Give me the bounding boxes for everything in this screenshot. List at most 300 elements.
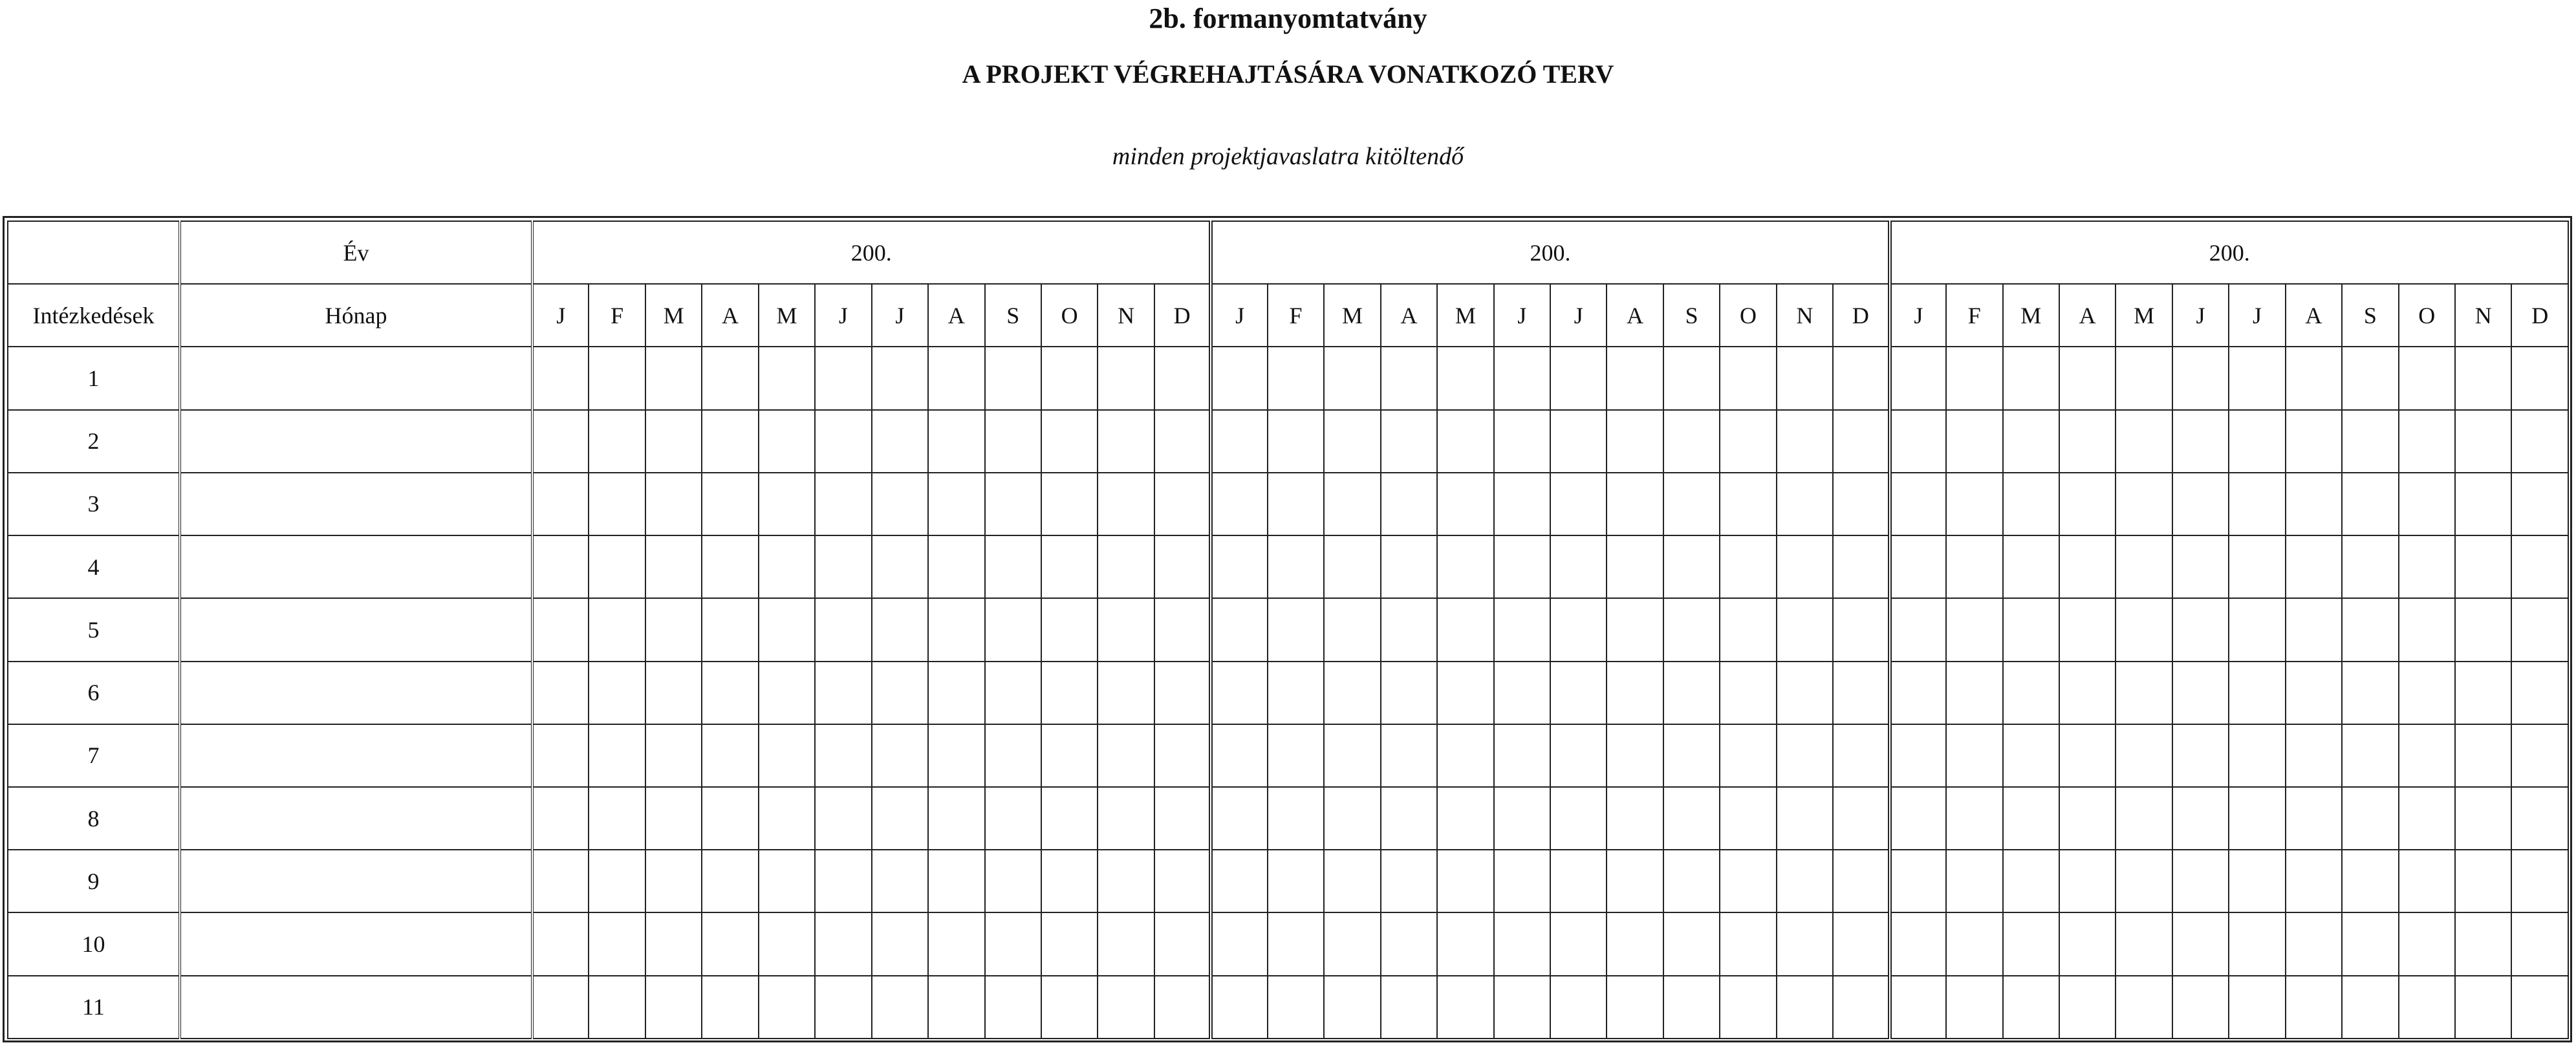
schedule-cell[interactable] bbox=[815, 912, 871, 975]
schedule-cell[interactable] bbox=[759, 850, 815, 912]
schedule-cell[interactable] bbox=[1041, 410, 1098, 473]
schedule-cell[interactable] bbox=[1268, 598, 1324, 661]
schedule-cell[interactable] bbox=[1720, 912, 1776, 975]
schedule-cell[interactable] bbox=[1607, 410, 1663, 473]
schedule-cell[interactable] bbox=[2229, 976, 2285, 1039]
schedule-cell[interactable] bbox=[1324, 662, 1380, 724]
schedule-cell[interactable] bbox=[1946, 662, 2002, 724]
schedule-cell[interactable] bbox=[1324, 976, 1380, 1039]
schedule-cell[interactable] bbox=[2286, 410, 2342, 473]
schedule-cell[interactable] bbox=[2003, 912, 2059, 975]
schedule-cell[interactable] bbox=[1550, 347, 1607, 409]
schedule-cell[interactable] bbox=[645, 473, 702, 535]
schedule-cell[interactable] bbox=[702, 787, 758, 850]
schedule-cell[interactable] bbox=[2342, 912, 2398, 975]
schedule-cell[interactable] bbox=[1098, 662, 1154, 724]
schedule-cell[interactable] bbox=[1154, 787, 1211, 850]
schedule-cell[interactable] bbox=[2399, 535, 2455, 598]
schedule-cell[interactable] bbox=[1890, 410, 1946, 473]
schedule-cell[interactable] bbox=[1211, 598, 1267, 661]
schedule-cell[interactable] bbox=[2286, 662, 2342, 724]
schedule-cell[interactable] bbox=[815, 850, 871, 912]
schedule-cell[interactable] bbox=[759, 662, 815, 724]
schedule-cell[interactable] bbox=[1041, 787, 1098, 850]
schedule-cell[interactable] bbox=[2059, 535, 2116, 598]
schedule-cell[interactable] bbox=[1268, 473, 1324, 535]
schedule-cell[interactable] bbox=[2286, 724, 2342, 787]
schedule-cell[interactable] bbox=[645, 912, 702, 975]
schedule-cell[interactable] bbox=[589, 912, 645, 975]
schedule-cell[interactable] bbox=[985, 535, 1041, 598]
schedule-cell[interactable] bbox=[872, 850, 928, 912]
schedule-cell[interactable] bbox=[1607, 473, 1663, 535]
schedule-cell[interactable] bbox=[1494, 535, 1550, 598]
schedule-cell[interactable] bbox=[1154, 724, 1211, 787]
schedule-cell[interactable] bbox=[2511, 473, 2568, 535]
schedule-cell[interactable] bbox=[1324, 724, 1380, 787]
schedule-cell[interactable] bbox=[1437, 598, 1493, 661]
schedule-cell[interactable] bbox=[2172, 787, 2229, 850]
schedule-cell[interactable] bbox=[1041, 976, 1098, 1039]
schedule-cell[interactable] bbox=[815, 662, 871, 724]
schedule-cell[interactable] bbox=[1890, 787, 1946, 850]
schedule-cell[interactable] bbox=[2003, 410, 2059, 473]
schedule-cell[interactable] bbox=[2229, 724, 2285, 787]
schedule-cell[interactable] bbox=[872, 976, 928, 1039]
schedule-cell[interactable] bbox=[1777, 787, 1833, 850]
schedule-cell[interactable] bbox=[1663, 662, 1720, 724]
schedule-cell[interactable] bbox=[589, 535, 645, 598]
schedule-cell[interactable] bbox=[1381, 662, 1437, 724]
measure-description-cell[interactable] bbox=[180, 347, 532, 409]
schedule-cell[interactable] bbox=[1777, 598, 1833, 661]
schedule-cell[interactable] bbox=[1437, 535, 1493, 598]
schedule-cell[interactable] bbox=[645, 410, 702, 473]
schedule-cell[interactable] bbox=[2342, 347, 2398, 409]
schedule-cell[interactable] bbox=[872, 724, 928, 787]
schedule-cell[interactable] bbox=[2399, 347, 2455, 409]
schedule-cell[interactable] bbox=[2003, 347, 2059, 409]
schedule-cell[interactable] bbox=[1720, 724, 1776, 787]
schedule-cell[interactable] bbox=[1098, 912, 1154, 975]
schedule-cell[interactable] bbox=[1946, 912, 2002, 975]
schedule-cell[interactable] bbox=[1607, 535, 1663, 598]
schedule-cell[interactable] bbox=[815, 598, 871, 661]
schedule-cell[interactable] bbox=[1268, 347, 1324, 409]
measure-description-cell[interactable] bbox=[180, 473, 532, 535]
schedule-cell[interactable] bbox=[1494, 347, 1550, 409]
schedule-cell[interactable] bbox=[1381, 850, 1437, 912]
schedule-cell[interactable] bbox=[1268, 535, 1324, 598]
schedule-cell[interactable] bbox=[2399, 410, 2455, 473]
schedule-cell[interactable] bbox=[1946, 598, 2002, 661]
measure-description-cell[interactable] bbox=[180, 662, 532, 724]
schedule-cell[interactable] bbox=[1211, 535, 1267, 598]
schedule-cell[interactable] bbox=[1777, 473, 1833, 535]
schedule-cell[interactable] bbox=[2059, 662, 2116, 724]
schedule-cell[interactable] bbox=[1550, 410, 1607, 473]
schedule-cell[interactable] bbox=[1154, 662, 1211, 724]
schedule-cell[interactable] bbox=[1494, 787, 1550, 850]
schedule-cell[interactable] bbox=[2059, 912, 2116, 975]
schedule-cell[interactable] bbox=[2286, 787, 2342, 850]
schedule-cell[interactable] bbox=[702, 912, 758, 975]
schedule-cell[interactable] bbox=[645, 598, 702, 661]
schedule-cell[interactable] bbox=[1494, 976, 1550, 1039]
schedule-cell[interactable] bbox=[645, 787, 702, 850]
schedule-cell[interactable] bbox=[2455, 473, 2511, 535]
schedule-cell[interactable] bbox=[1890, 912, 1946, 975]
schedule-cell[interactable] bbox=[1777, 535, 1833, 598]
schedule-cell[interactable] bbox=[1833, 787, 1889, 850]
schedule-cell[interactable] bbox=[2342, 724, 2398, 787]
schedule-cell[interactable] bbox=[2342, 410, 2398, 473]
schedule-cell[interactable] bbox=[2342, 662, 2398, 724]
schedule-cell[interactable] bbox=[1041, 662, 1098, 724]
measure-description-cell[interactable] bbox=[180, 787, 532, 850]
schedule-cell[interactable] bbox=[2511, 976, 2568, 1039]
schedule-cell[interactable] bbox=[1663, 598, 1720, 661]
schedule-cell[interactable] bbox=[1663, 724, 1720, 787]
schedule-cell[interactable] bbox=[1550, 662, 1607, 724]
schedule-cell[interactable] bbox=[1833, 410, 1889, 473]
schedule-cell[interactable] bbox=[1550, 598, 1607, 661]
schedule-cell[interactable] bbox=[1833, 347, 1889, 409]
schedule-cell[interactable] bbox=[2286, 473, 2342, 535]
schedule-cell[interactable] bbox=[2342, 976, 2398, 1039]
schedule-cell[interactable] bbox=[1437, 850, 1493, 912]
schedule-cell[interactable] bbox=[872, 473, 928, 535]
schedule-cell[interactable] bbox=[2286, 976, 2342, 1039]
schedule-cell[interactable] bbox=[1268, 912, 1324, 975]
schedule-cell[interactable] bbox=[1550, 976, 1607, 1039]
schedule-cell[interactable] bbox=[1890, 535, 1946, 598]
schedule-cell[interactable] bbox=[1720, 662, 1776, 724]
schedule-cell[interactable] bbox=[589, 662, 645, 724]
schedule-cell[interactable] bbox=[1098, 976, 1154, 1039]
schedule-cell[interactable] bbox=[2003, 850, 2059, 912]
schedule-cell[interactable] bbox=[2229, 473, 2285, 535]
schedule-cell[interactable] bbox=[1381, 473, 1437, 535]
schedule-cell[interactable] bbox=[815, 535, 871, 598]
schedule-cell[interactable] bbox=[2059, 724, 2116, 787]
schedule-cell[interactable] bbox=[1211, 724, 1267, 787]
schedule-cell[interactable] bbox=[2059, 347, 2116, 409]
schedule-cell[interactable] bbox=[872, 912, 928, 975]
schedule-cell[interactable] bbox=[2286, 598, 2342, 661]
measure-description-cell[interactable] bbox=[180, 912, 532, 975]
schedule-cell[interactable] bbox=[2399, 912, 2455, 975]
schedule-cell[interactable] bbox=[1720, 473, 1776, 535]
schedule-cell[interactable] bbox=[2399, 598, 2455, 661]
schedule-cell[interactable] bbox=[1098, 410, 1154, 473]
schedule-cell[interactable] bbox=[1041, 912, 1098, 975]
schedule-cell[interactable] bbox=[759, 347, 815, 409]
schedule-cell[interactable] bbox=[532, 912, 589, 975]
schedule-cell[interactable] bbox=[2229, 347, 2285, 409]
schedule-cell[interactable] bbox=[928, 473, 984, 535]
schedule-cell[interactable] bbox=[1833, 976, 1889, 1039]
schedule-cell[interactable] bbox=[2455, 787, 2511, 850]
schedule-cell[interactable] bbox=[2059, 976, 2116, 1039]
schedule-cell[interactable] bbox=[1154, 410, 1211, 473]
schedule-cell[interactable] bbox=[1607, 976, 1663, 1039]
schedule-cell[interactable] bbox=[1946, 410, 2002, 473]
schedule-cell[interactable] bbox=[2116, 347, 2172, 409]
schedule-cell[interactable] bbox=[2399, 724, 2455, 787]
schedule-cell[interactable] bbox=[2229, 787, 2285, 850]
schedule-cell[interactable] bbox=[1777, 347, 1833, 409]
schedule-cell[interactable] bbox=[645, 724, 702, 787]
schedule-cell[interactable] bbox=[2116, 976, 2172, 1039]
schedule-cell[interactable] bbox=[1098, 787, 1154, 850]
schedule-cell[interactable] bbox=[1154, 976, 1211, 1039]
schedule-cell[interactable] bbox=[589, 347, 645, 409]
schedule-cell[interactable] bbox=[1550, 724, 1607, 787]
schedule-cell[interactable] bbox=[1890, 473, 1946, 535]
schedule-cell[interactable] bbox=[2511, 410, 2568, 473]
schedule-cell[interactable] bbox=[2059, 850, 2116, 912]
schedule-cell[interactable] bbox=[1041, 473, 1098, 535]
schedule-cell[interactable] bbox=[985, 410, 1041, 473]
schedule-cell[interactable] bbox=[2229, 410, 2285, 473]
schedule-cell[interactable] bbox=[1833, 598, 1889, 661]
schedule-cell[interactable] bbox=[2286, 535, 2342, 598]
schedule-cell[interactable] bbox=[1154, 850, 1211, 912]
schedule-cell[interactable] bbox=[1720, 850, 1776, 912]
schedule-cell[interactable] bbox=[2003, 662, 2059, 724]
schedule-cell[interactable] bbox=[645, 850, 702, 912]
schedule-cell[interactable] bbox=[1437, 347, 1493, 409]
schedule-cell[interactable] bbox=[1494, 662, 1550, 724]
schedule-cell[interactable] bbox=[1607, 850, 1663, 912]
schedule-cell[interactable] bbox=[815, 787, 871, 850]
schedule-cell[interactable] bbox=[1268, 724, 1324, 787]
schedule-cell[interactable] bbox=[2511, 535, 2568, 598]
schedule-cell[interactable] bbox=[532, 598, 589, 661]
schedule-cell[interactable] bbox=[1324, 912, 1380, 975]
schedule-cell[interactable] bbox=[1946, 347, 2002, 409]
schedule-cell[interactable] bbox=[1607, 787, 1663, 850]
schedule-cell[interactable] bbox=[1324, 787, 1380, 850]
schedule-cell[interactable] bbox=[702, 662, 758, 724]
schedule-cell[interactable] bbox=[815, 473, 871, 535]
schedule-cell[interactable] bbox=[2511, 347, 2568, 409]
schedule-cell[interactable] bbox=[2511, 662, 2568, 724]
schedule-cell[interactable] bbox=[1550, 912, 1607, 975]
schedule-cell[interactable] bbox=[985, 724, 1041, 787]
schedule-cell[interactable] bbox=[2455, 347, 2511, 409]
schedule-cell[interactable] bbox=[1154, 598, 1211, 661]
schedule-cell[interactable] bbox=[1324, 850, 1380, 912]
schedule-cell[interactable] bbox=[1494, 850, 1550, 912]
schedule-cell[interactable] bbox=[1833, 662, 1889, 724]
schedule-cell[interactable] bbox=[589, 787, 645, 850]
measure-description-cell[interactable] bbox=[180, 410, 532, 473]
schedule-cell[interactable] bbox=[2511, 598, 2568, 661]
schedule-cell[interactable] bbox=[589, 976, 645, 1039]
schedule-cell[interactable] bbox=[532, 410, 589, 473]
schedule-cell[interactable] bbox=[2172, 535, 2229, 598]
schedule-cell[interactable] bbox=[1777, 850, 1833, 912]
schedule-cell[interactable] bbox=[872, 535, 928, 598]
schedule-cell[interactable] bbox=[2003, 535, 2059, 598]
schedule-cell[interactable] bbox=[589, 724, 645, 787]
schedule-cell[interactable] bbox=[2003, 724, 2059, 787]
schedule-cell[interactable] bbox=[1211, 850, 1267, 912]
schedule-cell[interactable] bbox=[532, 347, 589, 409]
schedule-cell[interactable] bbox=[985, 662, 1041, 724]
schedule-cell[interactable] bbox=[759, 473, 815, 535]
schedule-cell[interactable] bbox=[1777, 410, 1833, 473]
schedule-cell[interactable] bbox=[1098, 535, 1154, 598]
schedule-cell[interactable] bbox=[1381, 912, 1437, 975]
schedule-cell[interactable] bbox=[2342, 473, 2398, 535]
schedule-cell[interactable] bbox=[702, 535, 758, 598]
schedule-cell[interactable] bbox=[1494, 912, 1550, 975]
schedule-cell[interactable] bbox=[2003, 598, 2059, 661]
schedule-cell[interactable] bbox=[1098, 598, 1154, 661]
schedule-cell[interactable] bbox=[2116, 724, 2172, 787]
schedule-cell[interactable] bbox=[1154, 473, 1211, 535]
schedule-cell[interactable] bbox=[1041, 724, 1098, 787]
schedule-cell[interactable] bbox=[1890, 850, 1946, 912]
schedule-cell[interactable] bbox=[645, 535, 702, 598]
schedule-cell[interactable] bbox=[2172, 976, 2229, 1039]
schedule-cell[interactable] bbox=[1946, 473, 2002, 535]
schedule-cell[interactable] bbox=[985, 473, 1041, 535]
schedule-cell[interactable] bbox=[928, 850, 984, 912]
schedule-cell[interactable] bbox=[759, 787, 815, 850]
schedule-cell[interactable] bbox=[702, 724, 758, 787]
schedule-cell[interactable] bbox=[2229, 535, 2285, 598]
schedule-cell[interactable] bbox=[1663, 976, 1720, 1039]
schedule-cell[interactable] bbox=[1946, 724, 2002, 787]
schedule-cell[interactable] bbox=[1324, 535, 1380, 598]
schedule-cell[interactable] bbox=[815, 410, 871, 473]
schedule-cell[interactable] bbox=[1550, 473, 1607, 535]
schedule-cell[interactable] bbox=[1268, 662, 1324, 724]
schedule-cell[interactable] bbox=[1098, 724, 1154, 787]
schedule-cell[interactable] bbox=[1437, 976, 1493, 1039]
schedule-cell[interactable] bbox=[1211, 976, 1267, 1039]
schedule-cell[interactable] bbox=[2511, 724, 2568, 787]
schedule-cell[interactable] bbox=[1268, 976, 1324, 1039]
schedule-cell[interactable] bbox=[2116, 473, 2172, 535]
schedule-cell[interactable] bbox=[1946, 535, 2002, 598]
schedule-cell[interactable] bbox=[2399, 787, 2455, 850]
schedule-cell[interactable] bbox=[1777, 724, 1833, 787]
schedule-cell[interactable] bbox=[1833, 912, 1889, 975]
schedule-cell[interactable] bbox=[2059, 598, 2116, 661]
schedule-cell[interactable] bbox=[1946, 787, 2002, 850]
schedule-cell[interactable] bbox=[1324, 473, 1380, 535]
schedule-cell[interactable] bbox=[2172, 662, 2229, 724]
schedule-cell[interactable] bbox=[1607, 724, 1663, 787]
schedule-cell[interactable] bbox=[1324, 598, 1380, 661]
schedule-cell[interactable] bbox=[1324, 410, 1380, 473]
schedule-cell[interactable] bbox=[2342, 598, 2398, 661]
schedule-cell[interactable] bbox=[985, 912, 1041, 975]
measure-description-cell[interactable] bbox=[180, 724, 532, 787]
schedule-cell[interactable] bbox=[2399, 850, 2455, 912]
schedule-cell[interactable] bbox=[2455, 598, 2511, 661]
schedule-cell[interactable] bbox=[1211, 410, 1267, 473]
schedule-cell[interactable] bbox=[1437, 912, 1493, 975]
schedule-cell[interactable] bbox=[872, 662, 928, 724]
schedule-cell[interactable] bbox=[928, 347, 984, 409]
schedule-cell[interactable] bbox=[532, 850, 589, 912]
schedule-cell[interactable] bbox=[2286, 347, 2342, 409]
schedule-cell[interactable] bbox=[985, 850, 1041, 912]
schedule-cell[interactable] bbox=[1607, 912, 1663, 975]
schedule-cell[interactable] bbox=[928, 787, 984, 850]
schedule-cell[interactable] bbox=[1437, 724, 1493, 787]
schedule-cell[interactable] bbox=[1663, 850, 1720, 912]
schedule-cell[interactable] bbox=[1324, 347, 1380, 409]
schedule-cell[interactable] bbox=[1833, 850, 1889, 912]
schedule-cell[interactable] bbox=[2172, 912, 2229, 975]
schedule-cell[interactable] bbox=[2059, 410, 2116, 473]
schedule-cell[interactable] bbox=[1211, 347, 1267, 409]
schedule-cell[interactable] bbox=[1211, 787, 1267, 850]
schedule-cell[interactable] bbox=[759, 535, 815, 598]
schedule-cell[interactable] bbox=[1041, 347, 1098, 409]
schedule-cell[interactable] bbox=[2399, 976, 2455, 1039]
schedule-cell[interactable] bbox=[815, 724, 871, 787]
schedule-cell[interactable] bbox=[1381, 724, 1437, 787]
schedule-cell[interactable] bbox=[2003, 787, 2059, 850]
schedule-cell[interactable] bbox=[2455, 976, 2511, 1039]
schedule-cell[interactable] bbox=[2455, 535, 2511, 598]
schedule-cell[interactable] bbox=[2511, 912, 2568, 975]
schedule-cell[interactable] bbox=[1777, 976, 1833, 1039]
schedule-cell[interactable] bbox=[1663, 787, 1720, 850]
schedule-cell[interactable] bbox=[1663, 912, 1720, 975]
schedule-cell[interactable] bbox=[1268, 787, 1324, 850]
schedule-cell[interactable] bbox=[1890, 976, 1946, 1039]
schedule-cell[interactable] bbox=[1663, 410, 1720, 473]
schedule-cell[interactable] bbox=[1381, 410, 1437, 473]
schedule-cell[interactable] bbox=[2511, 787, 2568, 850]
schedule-cell[interactable] bbox=[589, 850, 645, 912]
schedule-cell[interactable] bbox=[1041, 850, 1098, 912]
schedule-cell[interactable] bbox=[1833, 535, 1889, 598]
schedule-cell[interactable] bbox=[815, 976, 871, 1039]
schedule-cell[interactable] bbox=[985, 976, 1041, 1039]
schedule-cell[interactable] bbox=[1494, 724, 1550, 787]
schedule-cell[interactable] bbox=[1720, 347, 1776, 409]
measure-description-cell[interactable] bbox=[180, 598, 532, 661]
schedule-cell[interactable] bbox=[1550, 535, 1607, 598]
schedule-cell[interactable] bbox=[1437, 662, 1493, 724]
schedule-cell[interactable] bbox=[1041, 598, 1098, 661]
schedule-cell[interactable] bbox=[2059, 473, 2116, 535]
schedule-cell[interactable] bbox=[1211, 912, 1267, 975]
schedule-cell[interactable] bbox=[2455, 662, 2511, 724]
schedule-cell[interactable] bbox=[589, 473, 645, 535]
schedule-cell[interactable] bbox=[2342, 850, 2398, 912]
schedule-cell[interactable] bbox=[759, 724, 815, 787]
schedule-cell[interactable] bbox=[1550, 850, 1607, 912]
schedule-cell[interactable] bbox=[1720, 410, 1776, 473]
schedule-cell[interactable] bbox=[1154, 535, 1211, 598]
schedule-cell[interactable] bbox=[2116, 787, 2172, 850]
schedule-cell[interactable] bbox=[985, 787, 1041, 850]
schedule-cell[interactable] bbox=[1720, 535, 1776, 598]
schedule-cell[interactable] bbox=[2116, 410, 2172, 473]
schedule-cell[interactable] bbox=[2455, 724, 2511, 787]
